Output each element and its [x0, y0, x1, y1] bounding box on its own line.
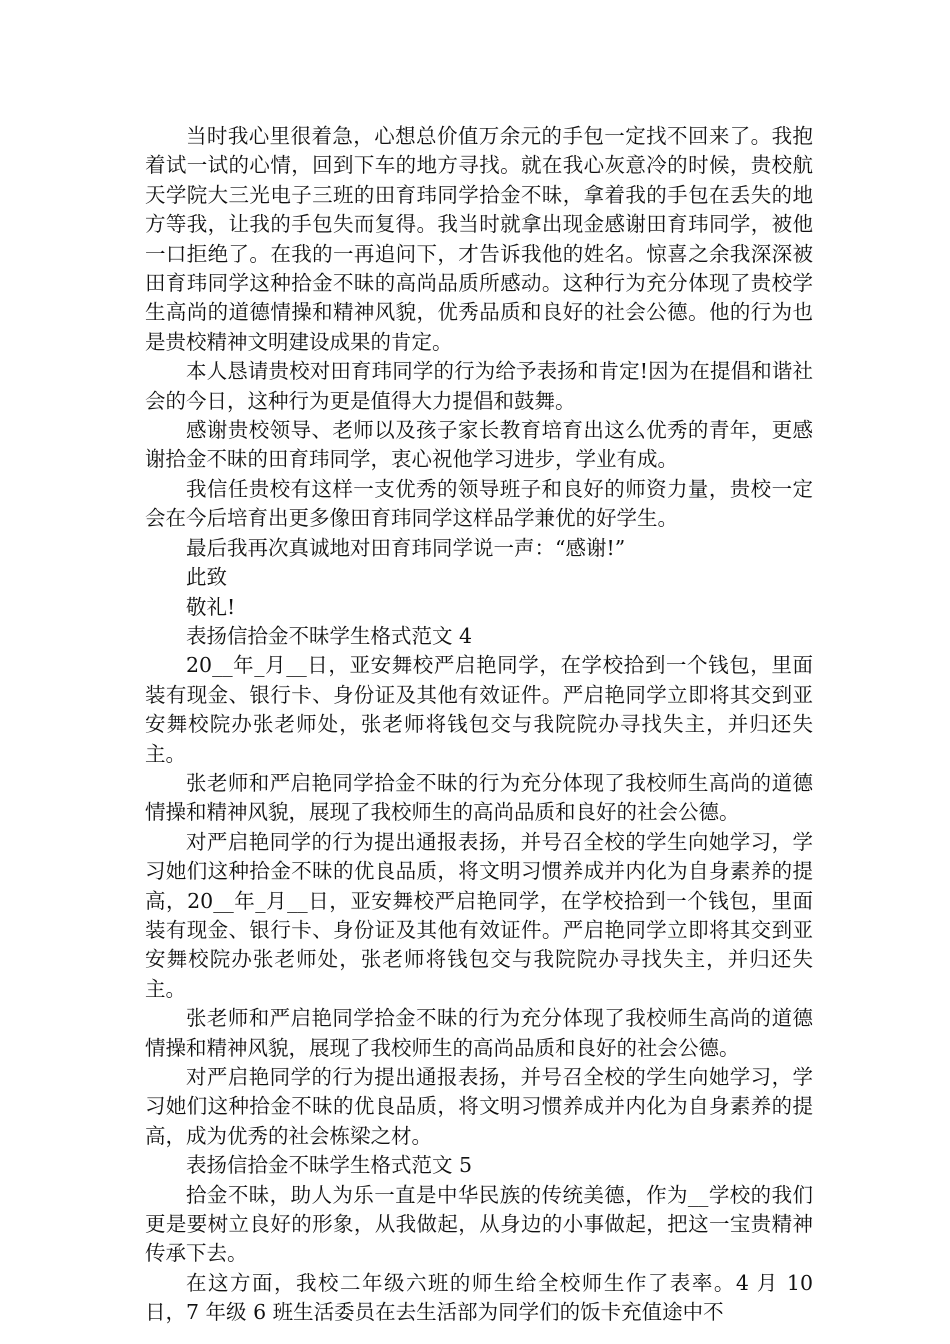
paragraph: 对严启艳同学的行为提出通报表扬，并号召全校的学生向她学习，学习她们这种拾金不昧的优良品质，将文明习惯养成并内化为自身素养的提高，成为优秀的社会栋梁之材。 [145, 1065, 813, 1148]
section-heading: 表扬信拾金不昧学生格式范文 5 [186, 1153, 473, 1178]
document-body [145, 122, 813, 1328]
paragraph: 张老师和严启艳同学拾金不昧的行为充分体现了我校师生高尚的道德情操和精神风貌，展现了我校师生的高尚品质和良好的社会公德。 [145, 1006, 813, 1060]
paragraph: 本人恳请贵校对田育玮同学的行为给予表扬和肯定!因为在提倡和谐社会的今日，这种行为更是值得大力提倡和鼓舞。 [145, 359, 813, 413]
closing-line: 最后我再次真诚地对田育玮同学说一声：“感谢!” [186, 535, 626, 560]
section-heading: 表扬信拾金不昧学生格式范文 4 [186, 623, 473, 648]
paragraph: 感谢贵校领导、老师以及孩子家长教育培育出这么优秀的青年，更感谢拾金不昧的田育玮同学，衷心祝他学习进步，学业有成。 [145, 418, 813, 472]
salutation-line: 此致 [186, 565, 227, 590]
paragraph: 拾金不昧，助人为乐一直是中华民族的传统美德，作为__学校的我们更是要树立良好的形象，从我做起，从身边的小事做起，把这一宝贵精神传承下去。 [145, 1182, 813, 1266]
paragraph: 在这方面，我校二年级六班的师生给全校师生作了表率。4 月 10 日，7 年级 6 班生活委员在去生活部为同学们的饭卡充值途中不 [145, 1270, 813, 1325]
paragraph: 20__年_月__日，亚安舞校严启艳同学，在学校拾到一个钱包，里面装有现金、银行卡、身份证及其他有效证件。严启艳同学立即将其交到亚安舞校院办张老师处，张老师将钱包交与我院院办寻找失主，并归还失主。 [145, 653, 813, 766]
paragraph: 对严启艳同学的行为提出通报表扬，并号召全校的学生向她学习，学习她们这种拾金不昧的优良品质，将文明习惯养成并内化为自身素养的提高，20__年_月__日，亚安舞校严启艳同学，在学校拾到一个钱包，里面装有现金、银行卡、身份证及其他有效证件。严启艳同学立即将其交到亚安舞校院办张老师处，张老师将钱包交与我院院办寻找失主，并归还失主。 [145, 829, 813, 1001]
salutation-line: 敬礼! [186, 594, 236, 619]
paragraph: 张老师和严启艳同学拾金不昧的行为充分体现了我校师生高尚的道德情操和精神风貌，展现了我校师生的高尚品质和良好的社会公德。 [145, 770, 813, 825]
paragraph: 当时我心里很着急，心想总价值万余元的手包一定找不回来了。我抱着试一试的心情，回到下车的地方寻找。就在我心灰意冷的时候，贵校航天学院大三光电子三班的田育玮同学拾金不昧，拿着我的手包在丢失的地方等我，让我的手包失而复得。我当时就拿出现金感谢田育玮同学，被他一口拒绝了。在我的一再追问下，才告诉我他的姓名。惊喜之余我深深被田育玮同学这种拾金不昧的高尚品质所感动。这种行为充分体现了贵校学生高尚的道德情操和精神风貌，优秀品质和良好的社会公德。他的行为也是贵校精神文明建设成果的肯定。 [145, 124, 813, 354]
paragraph: 我信任贵校有这样一支优秀的领导班子和良好的师资力量，贵校一定会在今后培育出更多像田育玮同学这样品学兼优的好学生。 [145, 476, 813, 531]
